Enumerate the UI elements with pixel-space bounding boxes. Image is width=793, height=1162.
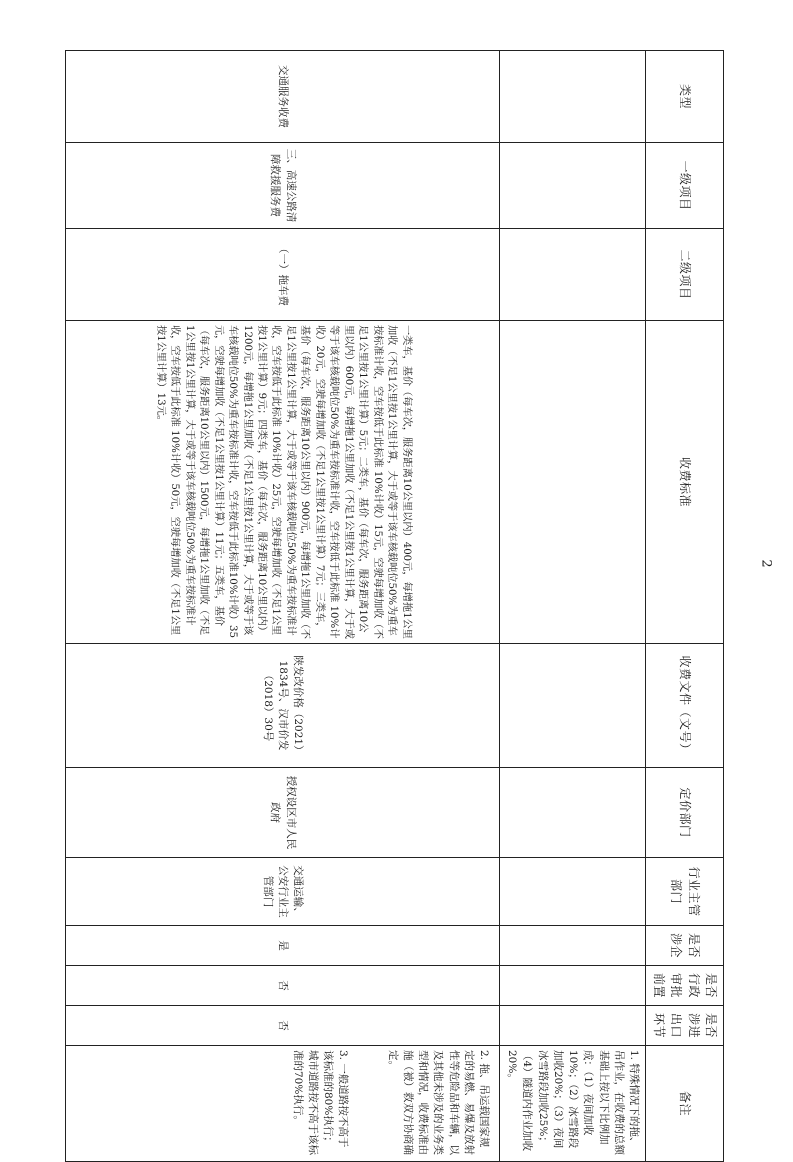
cell-type: 交通服务收费 (66, 51, 500, 143)
header-level1: 一级项目 (646, 143, 724, 229)
header-import-export: 是否涉进出口环节 (646, 1006, 724, 1046)
header-row (646, 51, 724, 1162)
cell-remarks (66, 1046, 500, 1162)
cell-level2: （一）拖车费 (66, 229, 500, 321)
fee-table (65, 50, 724, 1162)
header-document: 收费文件（文号） (646, 644, 724, 768)
remark-2: 2. 拖、吊运载国家规定的易燃、易爆及放射性等危险品和车辆，以及其他未涉及的业务类型和情况，收费标准由施（被）救双方协商确定。 (386, 1050, 490, 1155)
cell-standard: 一类车，基价（每车次，服务距离10公里以内）400元，每增拖1公里加收（不足1公里按1公里计算，大于或等于该车核载吨位50%为重车按标准计收，空车按低于此标准 10%计收）15元，空驶每增加收（不足1公里按1公里计算）5元；二类车，基价（每车次，服务距离10公里以内）600元，每增拖1公里加收（不足1公里按1公里计算，大于或等于该车核载吨位50%为重车按标准计收，空车按低于此标准 10%计收）20元，空驶每增加收（不足1公里按1公里计算）7元；三类车，基价（每车次，服务距离10公里以内）900元，每增拖1公里加收（不足1公里按1公里计算，大于或等于该车核载吨位50%为重车按标准计收，空车按低于此标准 10%计收）25元，空驶每增加收（不足1公里按1公里计算）9元；四类车，基价（每车次，服务距离10公里以内）1200元，每增拖1公里加收（不足1公里按1公里计算，大于或等于该车核载吨位50%为重车按标准计收，空车按低于此标准10%计收）35元，空驶每增加收（不足1公里按1公里计算）11元；五类车，基价（每车次，服务距离10公里以内）1500元，每增拖1公里加收（不足1公里按1公里计算，大于或等于该车核载吨位50%为重车按标准计收，空车按低于此标准 10%计收）50元，空驶每增加收（不足1公里按1公里计算）13元。 (66, 321, 500, 644)
empty-row (500, 51, 646, 1162)
header-level2: 二级项目 (646, 229, 724, 321)
cell-document: 陕发改价格（2021）1834号、汉市价发（2018）30号 (66, 644, 500, 768)
page-number: 2 (758, 559, 774, 568)
header-pricing-dept: 定价部门 (646, 768, 724, 858)
data-row (66, 51, 500, 1162)
header-standard: 收费标准 (646, 321, 724, 644)
header-industry-dept: 行业主管部门 (646, 858, 724, 926)
cell-pricing-dept: 授权设区市人民政府 (66, 768, 500, 858)
header-remarks: 备注 (646, 1046, 724, 1162)
header-type: 类型 (646, 51, 724, 143)
header-admin-approval: 是否行政审批前置 (646, 966, 724, 1006)
remark-1: 1. 特殊情况下的拖、吊作业，在收费的总额基础上按以下比例加成：（1）夜间加收10%；（2）冰雪路段加收20%；（3）夜间冰雪路段加收25%；（4）隧道内作业加收20%。 (500, 1046, 646, 1162)
cell-involves-enterprise: 是 (66, 926, 500, 966)
header-involves-enterprise: 是否涉企 (646, 926, 724, 966)
rotated-table-container (66, 50, 724, 1155)
cell-admin-approval: 否 (66, 966, 500, 1006)
cell-import-export: 否 (66, 1006, 500, 1046)
remark-3: 3. 一般道路按不高于该标准的80%执行；城市道路按不高于该标准的70%执行。 (291, 1050, 350, 1155)
cell-industry-dept: 交通运输、公安行业主管部门 (66, 858, 500, 926)
cell-level1: 三、高速公路清障救援服务费 (66, 143, 500, 229)
